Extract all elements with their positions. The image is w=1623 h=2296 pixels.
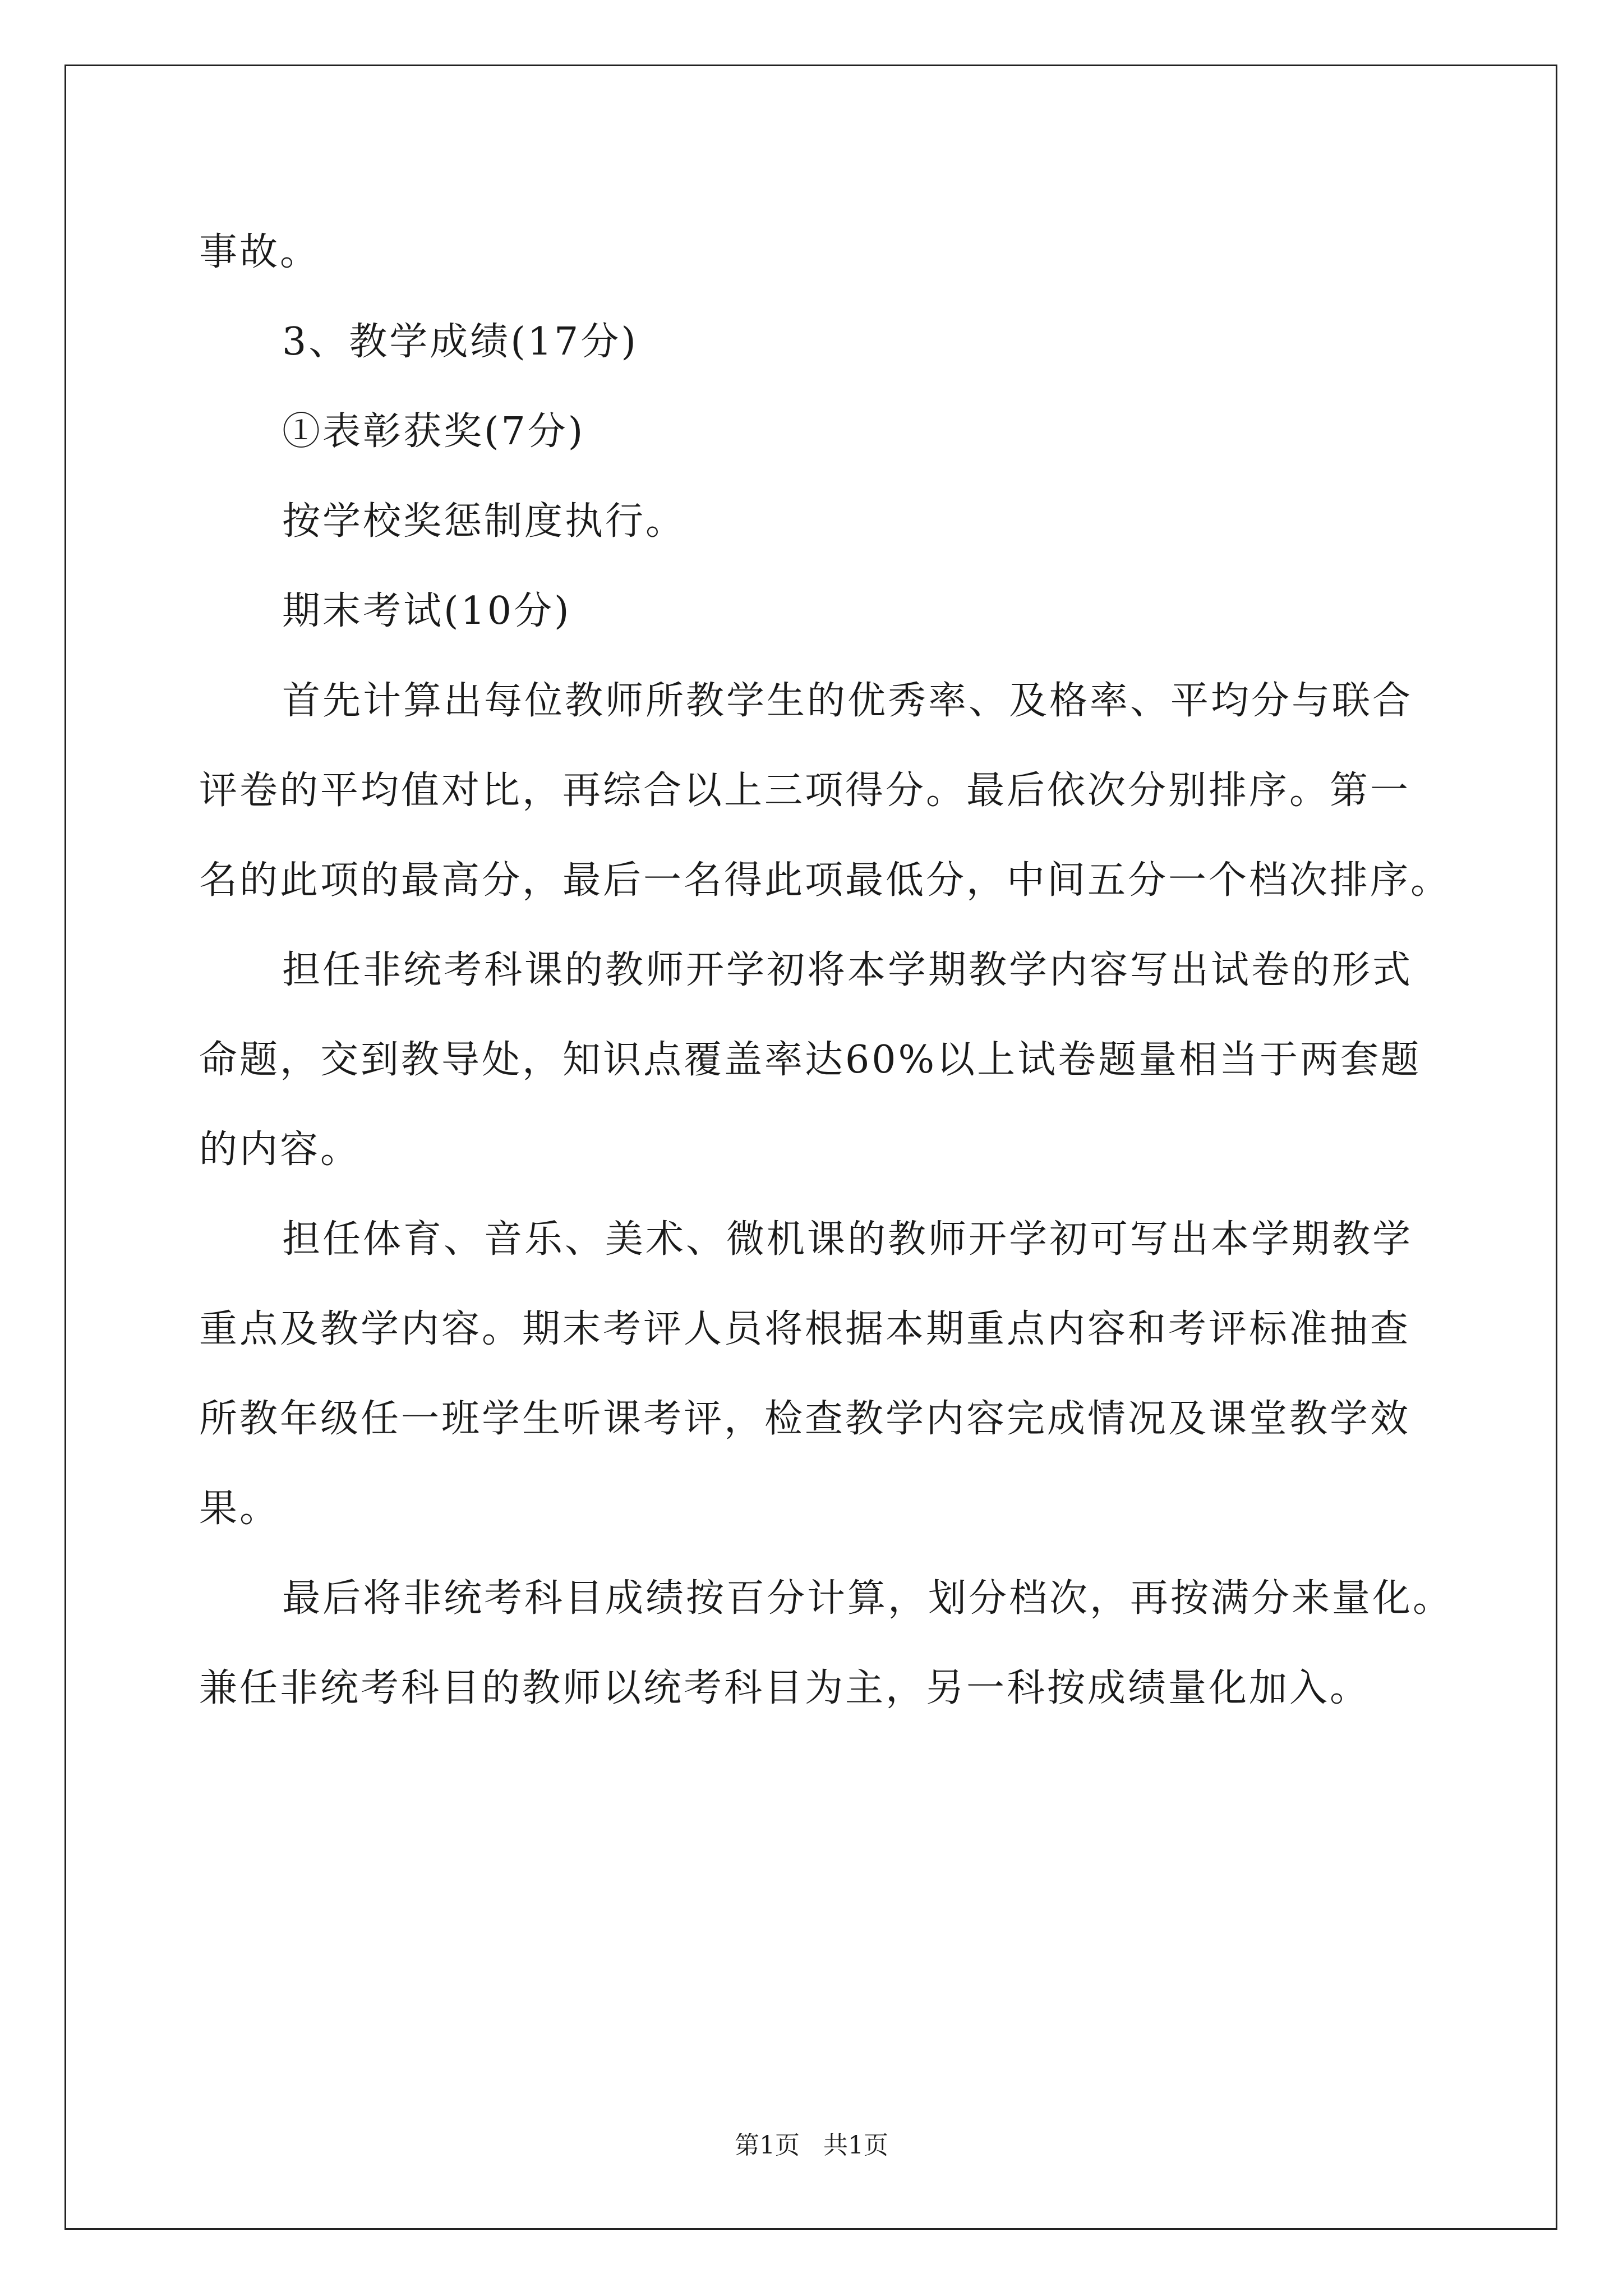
paragraph-line: 所教年级任一班学生听课考评，检查教学内容完成情况及课堂教学效 [199,1397,1411,1441]
text-line: 按学校奖惩制度执行。 [282,499,686,544]
paragraph-line: 评卷的平均值对比，再综合以上三项得分。最后依次分别排序。第一 [199,769,1411,813]
page-total: 共1页 [823,2131,888,2160]
paragraph-line: 名的此项的最高分，最后一名得此项最低分，中间五分一个档次排序。 [199,858,1451,903]
page-footer [0,2129,1623,2162]
paragraph-line: 兼任非统考科目的教师以统考科目为主，另一科按成绩量化加入。 [199,1666,1371,1710]
paragraph-line: 担任非统考科课的教师开学初将本学期教学内容写出试卷的形式 [282,948,1413,992]
document-body [199,208,1454,1733]
subsection-heading: 期末考试(10分) [282,589,571,633]
paragraph-line: 重点及教学内容。期末考评人员将根据本期重点内容和考评标准抽查 [199,1307,1411,1351]
paragraph-line: 命题，交到教导处，知识点覆盖率达60%以上试卷题量相当于两套题 [199,1038,1422,1082]
paragraph-line: 果。 [199,1487,280,1531]
subsection-heading: ①表彰获奖(7分) [282,409,585,454]
paragraph-line: 最后将非统考科目成绩按百分计算，划分档次，再按满分来量化。 [282,1576,1454,1621]
section-heading: 3、教学成绩(17分) [282,320,638,364]
paragraph-line: 首先计算出每位教师所教学生的优秀率、及格率、平均分与联合 [282,679,1413,723]
page-number: 第1页 [735,2131,800,2160]
paragraph-line: 担任体育、音乐、美术、微机课的教师开学初可写出本学期教学 [282,1217,1413,1262]
paragraph-line: 的内容。 [199,1128,361,1172]
text-line: 事故。 [199,230,321,274]
